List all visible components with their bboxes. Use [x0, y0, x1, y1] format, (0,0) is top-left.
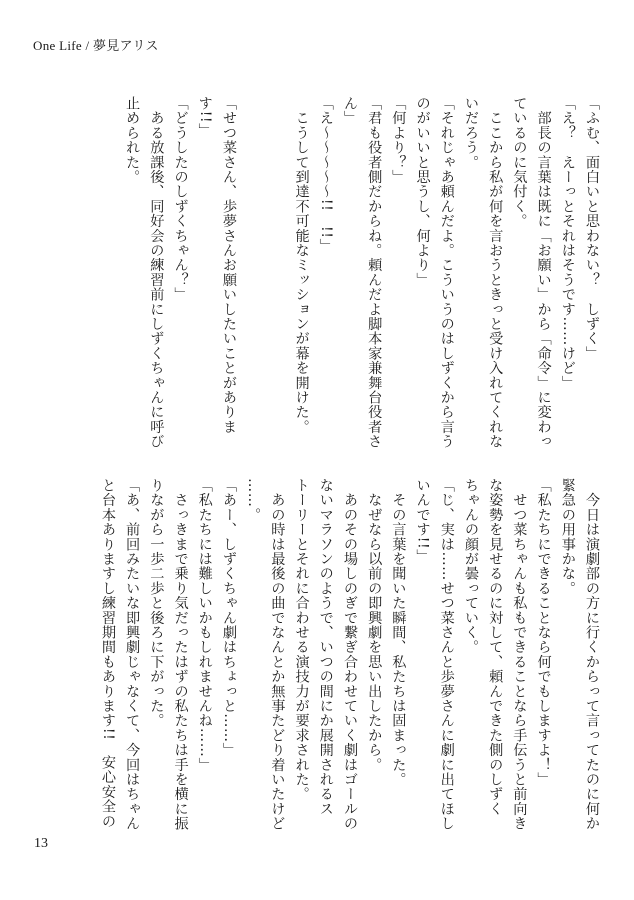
text-line: 「私たちにできることなら何でもしますよ！」 [535, 478, 552, 787]
text-line: 「あ、前回みたいな即興劇じゃなくて、今回はちゃん [124, 478, 141, 831]
text-line: いんです!!」 [414, 478, 431, 564]
upper-text-block [120, 96, 604, 449]
text-line: 部長の言葉は既に「お願い」から「命令」に変わっ [535, 96, 552, 449]
text-line: いだろう。 [462, 96, 479, 170]
text-line: な姿勢を見せるのに対して、頼んできた側のしずく [487, 478, 504, 817]
text-line: 「え？ えーっとそれはそうです……けど」 [559, 96, 576, 390]
text-line: す!!」 [196, 96, 213, 138]
text-line: 「じ、実は……せつ菜さんと歩夢さんに劇に出てほし [438, 478, 455, 831]
text-line: ……。 [245, 478, 262, 523]
text-line: 「それじゃあ頼んだよ。こういうのはしずくから言う [438, 96, 455, 449]
text-line: 「何より？」 [390, 96, 407, 185]
text-line: あの時は最後の曲でなんとか無事たどり着いたけど [269, 478, 286, 831]
text-line: ちゃんの顔が曇っていく。 [462, 478, 479, 655]
text-line: なぜなら以前の即興劇を思い出したから。 [366, 478, 383, 772]
text-line: ん」 [341, 96, 358, 126]
text-line: 「せつ菜さん、歩夢さんお願いしたいことがありま [220, 96, 237, 435]
text-line: 止められた。 [124, 96, 141, 185]
text-line: 緊急の用事かな。 [559, 478, 576, 596]
text-line: トーリーとそれに合わせる演技力が要求された。 [293, 478, 310, 802]
text-line [265, 96, 289, 436]
text-line: せつ菜ちゃんも私もできることなら手伝うと前向き [511, 478, 528, 831]
text-line: こうして到達不可能なミッションが幕を開けた。 [293, 96, 310, 435]
text-line: ているのに気付く。 [511, 96, 528, 229]
text-line: ないマラソンのようで、いつの間にか展開されるス [317, 478, 334, 817]
text-line: さっきまで乗り気だったはずの私たちは手を横に振 [172, 478, 189, 831]
text-line: その言葉を聞いた瞬間、私たちは固まった。 [390, 478, 407, 787]
text-line: 「君も役者側だからね。頼んだよ脚本家兼舞台役者さ [366, 96, 383, 449]
text-line: りながら一歩二歩と後ろに下がった。 [148, 478, 165, 728]
text-line: 今日は演劇部の方に行くからって言ってたのに何か [584, 478, 600, 831]
running-header: One Life / 夢見アリス [33, 38, 159, 53]
text-line: と台本ありますし練習期間もあります!! 安心安全の [99, 478, 116, 829]
text-line: 「え〜〜〜〜〜!! !!」 [317, 96, 334, 254]
text-line: ある放課後、同好会の練習前にしずくちゃんに呼び [148, 96, 165, 449]
text-line: 「私たちには難しいかもしれませんね……」 [196, 478, 213, 772]
text-line: ここから私が何を言おうときっと受け入れてくれな [487, 96, 504, 449]
text-line: 「ふむ、面白いと思わない？ しずく」 [584, 96, 600, 361]
text-line: のがいいと思うし、何より」 [414, 96, 431, 288]
text-line [241, 96, 265, 436]
lower-text-block [96, 478, 604, 831]
text-line: あのその場しのぎで繋ぎ合わせていく劇はゴールの [341, 478, 358, 831]
text-line: 「どうしたのしずくちゃん？」 [172, 96, 189, 302]
text-line: 「あー、しずくちゃん劇はちょっと……」 [220, 478, 237, 758]
page-number: 13 [34, 836, 48, 851]
